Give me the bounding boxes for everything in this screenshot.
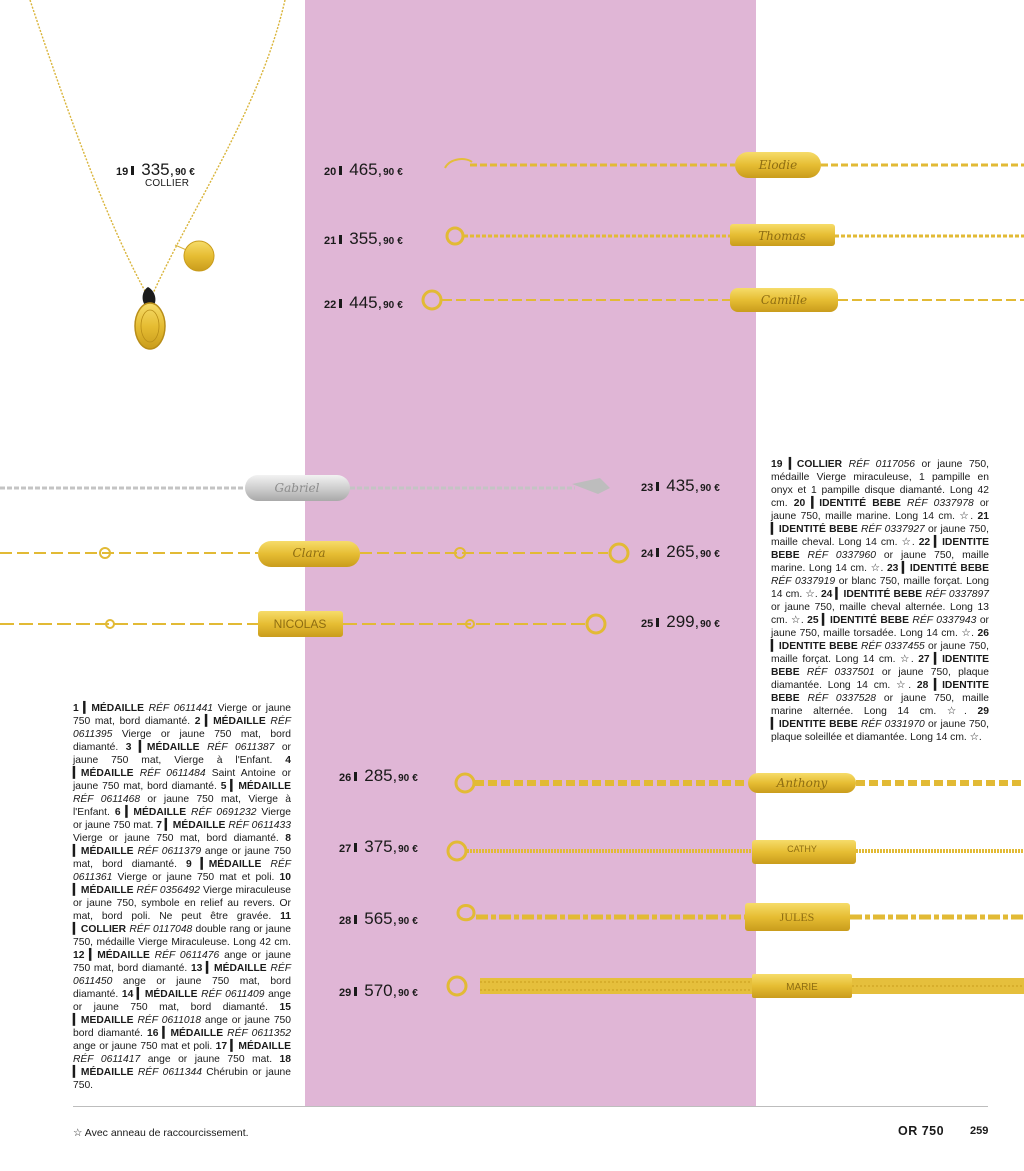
page-number: 259 xyxy=(970,1125,989,1137)
entry-reference: RÉF 0117048 xyxy=(129,924,193,935)
entry-title: 5 ▎MÉDAILLE xyxy=(220,781,291,792)
entry-text: ange or jaune 750 bord diamanté. xyxy=(73,1015,291,1039)
entry-reference: RÉF 0611484 xyxy=(139,768,206,779)
entry-reference: RÉF 0611379 xyxy=(137,846,202,857)
entry-text: Vierge or jaune 750 mat, bord diamanté. xyxy=(73,833,286,844)
bracelet-26-image xyxy=(456,773,1024,793)
footer-note: ☆ Avec anneau de raccourcissement. xyxy=(73,1127,249,1139)
engraving-28: JULES xyxy=(779,910,815,924)
entry-text: ange or jaune 750 mat, bord diamanté. xyxy=(73,989,291,1013)
entry-reference: RÉF 0611409 xyxy=(201,989,265,1000)
entry-reference: RÉF 0337919 xyxy=(771,576,836,587)
bracelet-21-image xyxy=(447,224,1024,246)
entry-text: double rang or jaune 750, médaille Vierge Miraculeuse. Long 42 cm. xyxy=(73,924,291,948)
price-28: 28 565 , 90 € xyxy=(339,909,418,928)
bracelet-29-image xyxy=(448,974,1024,998)
entry-reference: RÉF 0337528 xyxy=(807,693,876,704)
entry-reference: RÉF 0611433 xyxy=(228,820,291,831)
product-descriptions-1-18 xyxy=(73,702,291,1092)
entry-reference: RÉF 0691232 xyxy=(191,807,257,818)
bracelet-20-image xyxy=(445,152,1024,178)
entry-reference: RÉF 0337927 xyxy=(861,524,925,535)
entry-text: ange or jaune 750 mat, bord diamanté. xyxy=(73,846,291,870)
engraving-25: NICOLAS xyxy=(273,617,327,631)
entry-reference: RÉF 0337943 xyxy=(912,615,977,626)
entry-reference: RÉF 0611450 xyxy=(73,963,291,987)
entry-reference: RÉF 0337501 xyxy=(806,667,875,678)
entry-reference: RÉF 0117056 xyxy=(848,459,915,470)
entry-reference: RÉF 0611441 xyxy=(148,703,214,714)
engraving-23: Gabriel xyxy=(274,481,320,495)
engraving-21: Thomas xyxy=(758,229,806,243)
description-entry xyxy=(771,498,989,522)
price-20: 20 465 , 90 € xyxy=(324,160,403,179)
entry-title: 18 ▎MÉDAILLE xyxy=(73,1054,291,1078)
footer-divider xyxy=(73,1106,988,1107)
entry-text: or jaune 750, maille cheval alternée. Long 13 cm. ☆. xyxy=(771,602,989,626)
entry-reference: RÉF 0356492 xyxy=(136,885,200,896)
entry-reference: RÉF 0337960 xyxy=(807,550,876,561)
entry-text: or jaune 750 mat, Vierge à l'Enfant. xyxy=(73,742,291,766)
entry-text: ange or jaune 750 mat et poli. xyxy=(73,1041,216,1052)
entry-reference: RÉF 0611395 xyxy=(73,716,291,740)
engraving-20: Elodie xyxy=(758,158,798,172)
entry-text: ange or jaune 750 mat, bord diamanté. xyxy=(73,950,291,974)
section-title: OR 750 xyxy=(898,1124,945,1138)
entry-title: 1 ▎MÉDAILLE xyxy=(73,703,149,714)
entry-title: 15 ▎MEDAILLE xyxy=(73,1002,291,1026)
entry-reference: RÉF 0337455 xyxy=(861,641,925,652)
entry-text: or jaune 750, maille forçat. Long 14 cm. ☆. xyxy=(771,641,989,665)
entry-title: 28 ▎IDENTITE BEBE xyxy=(771,680,989,704)
entry-reference: RÉF 0611361 xyxy=(73,859,291,883)
entry-reference: RÉF 0611352 xyxy=(227,1028,291,1039)
entry-title: 9 ▎MÉDAILLE xyxy=(186,859,271,870)
entry-title: 3 ▎MÉDAILLE xyxy=(125,742,208,753)
engraving-26: Anthony xyxy=(776,776,828,790)
engraving-27: CATHY xyxy=(787,844,817,854)
entry-text: or blanc 750, maille forçat. Long 14 cm. ☆. xyxy=(771,576,989,600)
entry-reference: RÉF 0331970 xyxy=(861,719,925,730)
entry-title: 24 ▎IDENTITÉ BEBE xyxy=(820,589,926,600)
entry-text: ange or jaune 750 mat. xyxy=(140,1054,280,1065)
entry-text: Saint Antoine or jaune 750 mat, bord diamanté. xyxy=(73,768,292,792)
entry-title: 27 ▎IDENTITE BEBE xyxy=(771,654,989,678)
entry-reference: RÉF 0611387 xyxy=(207,742,275,753)
entry-reference: RÉF 0611344 xyxy=(137,1067,202,1078)
entry-title: 17 ▎MÉDAILLE xyxy=(215,1041,292,1052)
entry-text: Chérubin or jaune 750. xyxy=(73,1067,292,1091)
entry-title: 8 ▎MÉDAILLE xyxy=(73,833,291,857)
entry-title: 21 ▎IDENTITÉ BEBE xyxy=(771,511,989,535)
entry-reference: RÉF 0611018 xyxy=(137,1015,202,1026)
bracelet-28-image xyxy=(458,903,1024,931)
entry-title: 16 ▎MÉDAILLE xyxy=(147,1028,228,1039)
entry-title: 29 ▎IDENTITE BEBE xyxy=(771,706,989,730)
price-24: 24 265 , 90 € xyxy=(641,542,720,561)
engraving-29: MARIE xyxy=(786,982,818,993)
entry-title: 14 ▎MÉDAILLE xyxy=(121,989,202,1000)
entry-text: Vierge or jaune 750 mat. xyxy=(73,807,291,831)
price-22: 22 445 , 90 € xyxy=(324,293,403,312)
entry-title: 25 ▎IDENTITÉ BEBE xyxy=(807,615,913,626)
entry-text: or jaune 750, maille torsadée. Long 14 cm. ☆. xyxy=(771,615,989,639)
entry-text: or jaune 750, plaque diamantée. Long 14 cm. ☆. xyxy=(771,667,989,691)
price-19-label: COLLIER xyxy=(145,178,190,189)
entry-title: 20 ▎IDENTITÉ BEBE xyxy=(793,498,908,509)
entry-text: or jaune 750 mat, Vierge à l'Enfant. xyxy=(73,794,291,818)
price-27: 27 375 , 90 € xyxy=(339,837,418,856)
entry-text: Vierge miraculeuse or jaune 750, symbole en relief au revers. Or mat, bord poli. Ne peut être gravée. xyxy=(73,885,292,922)
entry-title: 13 ▎MÉDAILLE xyxy=(190,963,271,974)
price-23: 23 435 , 90 € xyxy=(641,476,720,495)
price-21: 21 355 , 90 € xyxy=(324,229,403,248)
entry-reference: RÉF 0337897 xyxy=(925,589,989,600)
entry-title: 19 ▎COLLIER xyxy=(771,459,849,470)
entry-title: 10 ▎MÉDAILLE xyxy=(73,872,291,896)
price-25: 25 299 , 90 € xyxy=(641,612,720,631)
product-descriptions-19-29 xyxy=(771,458,989,744)
entry-reference: RÉF 0611417 xyxy=(73,1054,141,1065)
entry-title: 4 ▎MÉDAILLE xyxy=(73,755,291,779)
price-26: 26 285 , 90 € xyxy=(339,766,418,785)
engraving-24: Clara xyxy=(292,546,326,560)
entry-text: ange or jaune 750 mat, bord diamanté. xyxy=(73,976,291,1000)
bracelet-27-image xyxy=(448,840,1024,864)
entry-text: or jaune 750, maille marine. Long 14 cm. ☆. xyxy=(771,550,989,574)
entry-title: 12 ▎MÉDAILLE xyxy=(73,950,155,961)
price-19: 19 335 , 90 € xyxy=(116,160,195,179)
entry-title: 22 ▎IDENTITE BEBE xyxy=(771,537,989,561)
entry-text: or jaune 750, maille marine. Long 14 cm. ☆. xyxy=(771,498,989,522)
entry-reference: RÉF 0337978 xyxy=(907,498,974,509)
entry-title: 11 ▎COLLIER xyxy=(73,911,291,935)
entry-title: 7 ▎MÉDAILLE xyxy=(156,820,229,831)
entry-text: or jaune 750, maille cheval. Long 14 cm. ☆. xyxy=(771,524,989,548)
entry-title: 26 ▎IDENTITE BEBE xyxy=(771,628,989,652)
entry-text: Vierge or jaune 750 mat et poli. xyxy=(112,872,280,883)
entry-title: 6 ▎MÉDAILLE xyxy=(114,807,192,818)
entry-title: 23 ▎IDENTITÉ BEBE xyxy=(886,563,989,574)
engraving-22: Camille xyxy=(760,293,808,307)
entry-reference: RÉF 0611476 xyxy=(154,950,220,961)
entry-text: Vierge or jaune 750 mat, bord diamanté. xyxy=(73,729,291,753)
entry-text: or jaune 750, médaille Vierge miraculeuse, 1 pampille en onyx et 1 pampille disque diamanté. Long 42 cm. xyxy=(771,459,989,509)
entry-reference: RÉF 0611468 xyxy=(73,794,141,805)
entry-text: or jaune 750, maille marine alternée. Long 14 cm. ☆. xyxy=(771,693,989,717)
entry-text: Vierge or jaune 750 mat, bord diamanté. xyxy=(73,703,291,727)
entry-title: 2 ▎MÉDAILLE xyxy=(194,716,271,727)
entry-text: or jaune 750, plaque soleillée et diamantée. Long 14 cm. ☆. xyxy=(771,719,989,743)
bracelet-22-image xyxy=(423,288,1024,312)
price-29: 29 570 , 90 € xyxy=(339,981,418,1000)
